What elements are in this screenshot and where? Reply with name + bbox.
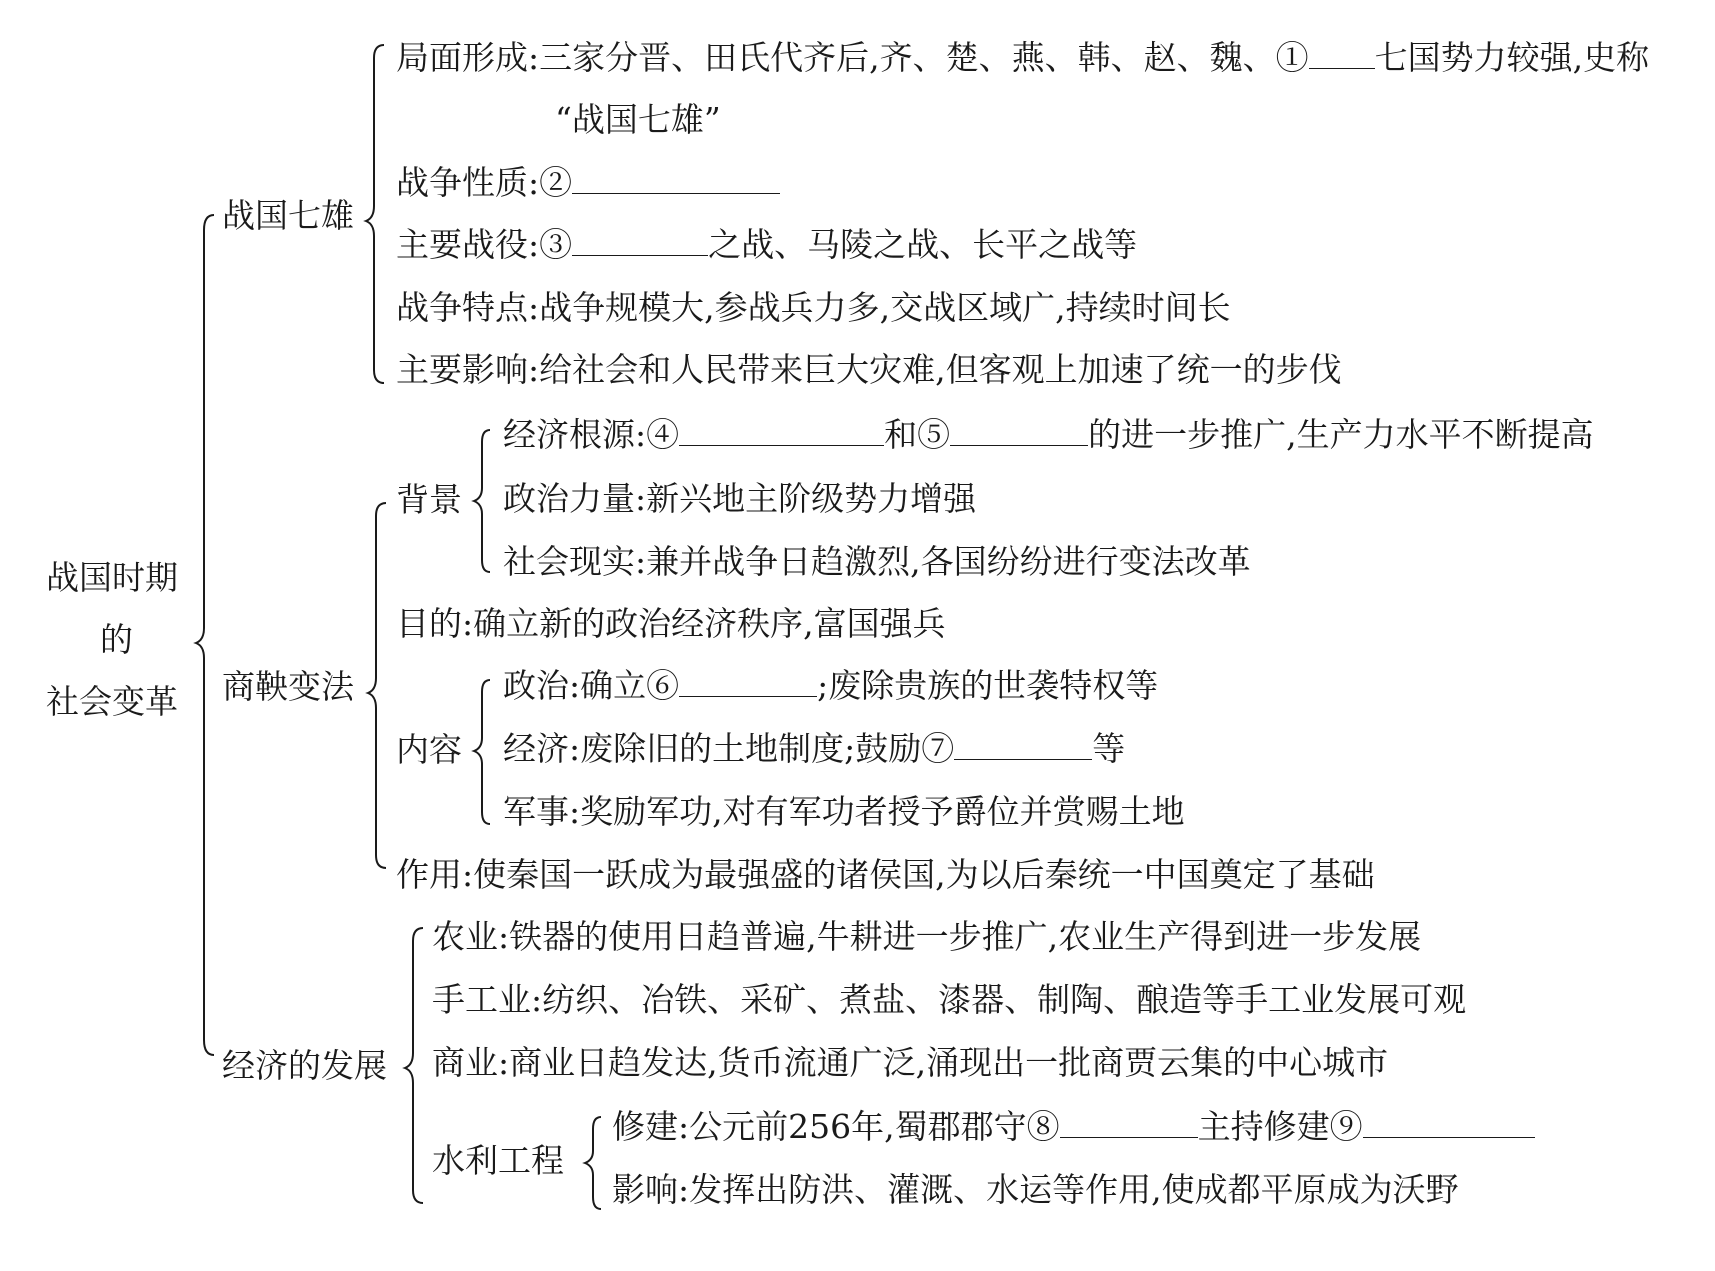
zhanguo-title: 战国七雄 xyxy=(222,196,354,235)
shangyang-jingji-text-c: 的进一步推广,生产力水平不断提高 xyxy=(1088,415,1594,454)
blank-8[interactable] xyxy=(1060,1109,1198,1138)
jingji-shougongye: 手工业:纺织、冶铁、采矿、煮盐、漆器、制陶、酿造等手工业发展可观 xyxy=(432,980,1467,1019)
blank-5[interactable] xyxy=(950,417,1088,446)
zhanguo-yingxiang: 主要影响:给社会和人民带来巨大灾难,但客观上加速了统一的步伐 xyxy=(396,350,1342,389)
shangyang-title: 商鞅变法 xyxy=(222,667,354,706)
zhanguo-tedian: 战争特点:战争规模大,参战兵力多,交战区域广,持续时间长 xyxy=(396,288,1231,327)
neirong-brace xyxy=(474,680,490,824)
root-label-line3: 社会变革 xyxy=(46,682,178,721)
shangyang-neirong-label: 内容 xyxy=(396,730,462,769)
jingji-brace xyxy=(405,928,423,1203)
beijing-brace xyxy=(474,430,490,572)
zhanguo-xingzhi xyxy=(396,163,780,203)
jingji-shuili-label: 水利工程 xyxy=(432,1141,564,1180)
zhanguo-zhanyi-text-b: 之战、马陵之战、长平之战等 xyxy=(708,225,1138,264)
blank-4[interactable] xyxy=(679,417,884,446)
jingji-xiujian-text-a: 修建:公元前256年,蜀郡郡守⑧ xyxy=(612,1107,1060,1146)
jingji-yingxiang: 影响:发挥出防洪、灌溉、水运等作用,使成都平原成为沃野 xyxy=(612,1170,1459,1209)
shangyang-brace xyxy=(368,503,386,868)
zhanguo-zhanyi xyxy=(396,225,1137,265)
zhanguo-jumian-line1 xyxy=(396,38,1649,78)
shangyang-shehui-xianshi: 社会现实:兼并战争日趋激烈,各国纷纷进行变法改革 xyxy=(503,542,1251,581)
blank-3[interactable] xyxy=(572,227,708,256)
shangyang-jingji-text-a: 经济根源:④ xyxy=(503,415,680,454)
shangyang-beijing-label: 背景 xyxy=(396,480,462,519)
shangyang-jingji-neirong xyxy=(503,729,1125,769)
zhanguo-jumian-text-b: 七国势力较强,史称 xyxy=(1374,38,1650,77)
blank-2[interactable] xyxy=(572,165,780,194)
jingji-title: 经济的发展 xyxy=(222,1046,387,1085)
zhanguo-jumian-line2: “战国七雄” xyxy=(555,100,721,139)
blank-9[interactable] xyxy=(1363,1109,1535,1138)
shangyang-mudi: 目的:确立新的政治经济秩序,富国强兵 xyxy=(396,604,946,643)
shangyang-jingji2-text-a: 经济:废除旧的土地制度;鼓励⑦ xyxy=(503,729,955,768)
zhanguo-xingzhi-text: 战争性质:② xyxy=(396,163,573,202)
jingji-shangye: 商业:商业日趋发达,货币流通广泛,涌现出一批商贾云集的中心城市 xyxy=(432,1043,1389,1082)
shangyang-zuoyong: 作用:使秦国一跃成为最强盛的诸侯国,为以后秦统一中国奠定了基础 xyxy=(396,855,1375,894)
root-label-line1: 战国时期 xyxy=(46,558,178,597)
shangyang-zhengzhi-text-b: ;废除贵族的世袭特权等 xyxy=(817,666,1159,705)
blank-6[interactable] xyxy=(679,668,817,697)
shangyang-jingji-text-b: 和⑤ xyxy=(884,415,951,454)
shangyang-zhengzhi-text-a: 政治:确立⑥ xyxy=(503,666,680,705)
root-brace xyxy=(196,215,214,1055)
zhanguo-brace xyxy=(366,45,384,383)
shangyang-junshi: 军事:奖励军功,对有军功者授予爵位并赏赐土地 xyxy=(503,792,1185,831)
shuili-brace xyxy=(585,1117,601,1209)
shangyang-jingji-genyuan xyxy=(503,415,1594,455)
jingji-xiujian-text-b: 主持修建⑨ xyxy=(1197,1107,1363,1146)
jingji-xiujian xyxy=(612,1107,1535,1147)
root-label-line2: 的 xyxy=(100,620,133,659)
blank-1[interactable] xyxy=(1309,40,1375,69)
zhanguo-zhanyi-text-a: 主要战役:③ xyxy=(396,225,573,264)
shangyang-jingji2-text-b: 等 xyxy=(1092,729,1126,768)
zhanguo-jumian-text-a: 局面形成:三家分晋、田氏代齐后,齐、楚、燕、韩、赵、魏、① xyxy=(396,38,1309,77)
blank-7[interactable] xyxy=(954,731,1092,760)
jingji-nongye: 农业:铁器的使用日趋普遍,牛耕进一步推广,农业生产得到进一步发展 xyxy=(432,917,1422,956)
shangyang-zhengzhi xyxy=(503,666,1158,706)
shangyang-zhengzhi-liliang: 政治力量:新兴地主阶级势力增强 xyxy=(503,479,977,518)
